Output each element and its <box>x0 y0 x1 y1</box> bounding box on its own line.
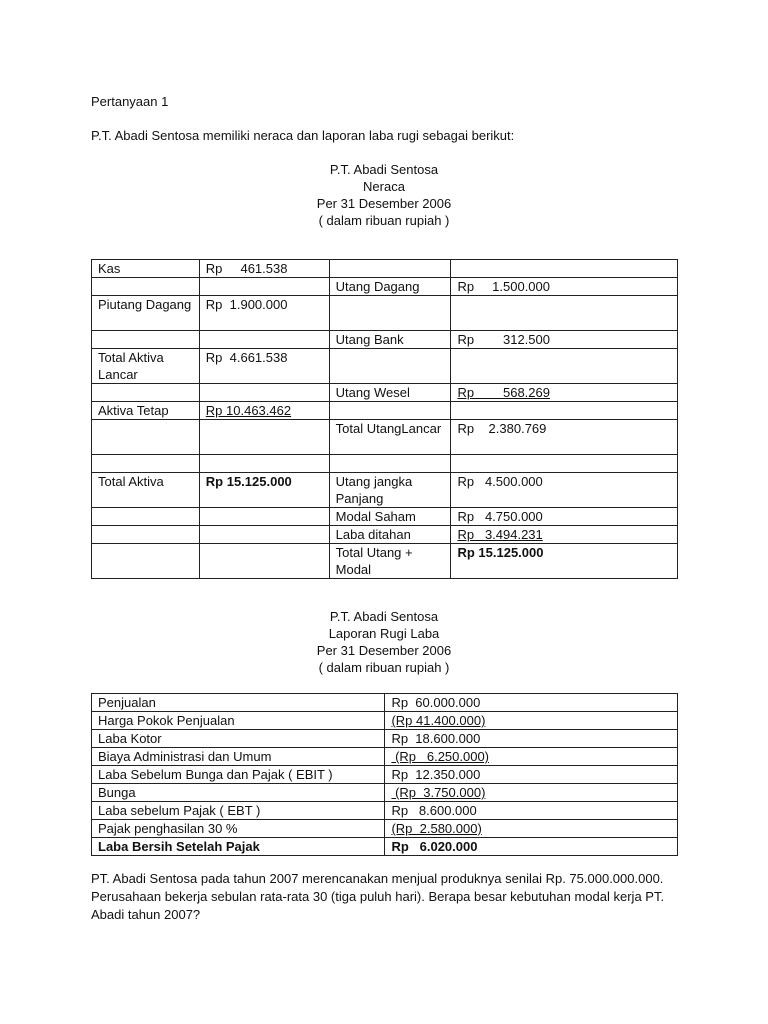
asset-label <box>92 331 200 349</box>
table-row <box>92 748 678 766</box>
balance-sheet-table <box>91 259 678 579</box>
asset-label <box>92 384 200 402</box>
liability-label <box>329 455 451 473</box>
asset-label <box>92 526 200 544</box>
income-label: Laba Kotor <box>92 730 385 748</box>
liability-label: Utang Dagang <box>329 278 451 296</box>
income-label: Bunga <box>92 784 385 802</box>
asset-value <box>199 384 329 402</box>
asset-value <box>199 455 329 473</box>
liability-label <box>329 349 451 384</box>
income-value: Rp 8.600.000 <box>385 802 678 820</box>
liability-value: Rp 3.494.231 <box>451 526 678 544</box>
asset-value <box>199 526 329 544</box>
table-row <box>92 455 678 473</box>
table-row <box>92 766 678 784</box>
income-label: Laba Bersih Setelah Pajak <box>92 838 385 856</box>
table-row <box>92 349 678 384</box>
liability-value: Rp 2.380.769 <box>451 420 678 455</box>
table-row <box>92 473 678 508</box>
income-value: Rp 60.000.000 <box>385 694 678 712</box>
income-label: Pajak penghasilan 30 % <box>92 820 385 838</box>
liability-label <box>329 402 451 420</box>
asset-label: Kas <box>92 260 200 278</box>
liability-value: Rp 1.500.000 <box>451 278 678 296</box>
table-row <box>92 730 678 748</box>
liability-value <box>451 455 678 473</box>
income-label: Biaya Administrasi dan Umum <box>92 748 385 766</box>
table-row <box>92 544 678 579</box>
asset-value: Rp 461.538 <box>199 260 329 278</box>
table-row <box>92 694 678 712</box>
income-label: Laba sebelum Pajak ( EBT ) <box>92 802 385 820</box>
liability-label: Utang Wesel <box>329 384 451 402</box>
liability-label <box>329 260 451 278</box>
liability-label: Utang Bank <box>329 331 451 349</box>
asset-label: Aktiva Tetap <box>92 402 200 420</box>
table-row <box>92 784 678 802</box>
table-row <box>92 402 678 420</box>
liability-value: Rp 568.269 <box>451 384 678 402</box>
income-value: Rp 12.350.000 <box>385 766 678 784</box>
liability-label: Total UtangLancar <box>329 420 451 455</box>
balance-date: Per 31 Desember 2006 <box>316 196 452 211</box>
asset-value: Rp 1.900.000 <box>199 296 329 331</box>
liability-value: Rp 15.125.000 <box>451 544 678 579</box>
income-value: (Rp 2.580.000) <box>385 820 678 838</box>
income-value: (Rp 41.400.000) <box>385 712 678 730</box>
balance-title: Neraca <box>363 179 405 194</box>
liability-label: Total Utang + Modal <box>329 544 451 579</box>
question-title: Pertanyaan 1 <box>91 94 169 109</box>
asset-label <box>92 508 200 526</box>
liability-value: Rp 312.500 <box>451 331 678 349</box>
intro-text: P.T. Abadi Sentosa memiliki neraca dan laporan laba rugi sebagai berikut: <box>91 128 515 143</box>
income-statement-table <box>91 693 678 856</box>
table-row <box>92 508 678 526</box>
liability-label: Utang jangka Panjang <box>329 473 451 508</box>
income-unit: ( dalam ribuan rupiah ) <box>318 660 450 675</box>
balance-company: P.T. Abadi Sentosa <box>329 162 439 177</box>
income-label: Laba Sebelum Bunga dan Pajak ( EBIT ) <box>92 766 385 784</box>
liability-label <box>329 296 451 331</box>
asset-value <box>199 508 329 526</box>
asset-label <box>92 455 200 473</box>
income-value: (Rp 6.250.000) <box>385 748 678 766</box>
table-row <box>92 278 678 296</box>
liability-value: Rp 4.500.000 <box>451 473 678 508</box>
income-value: Rp 6.020.000 <box>385 838 678 856</box>
income-value: (Rp 3.750.000) <box>385 784 678 802</box>
liability-value <box>451 349 678 384</box>
table-row <box>92 384 678 402</box>
asset-label: Total Aktiva Lancar <box>92 349 200 384</box>
liability-value <box>451 260 678 278</box>
asset-label: Piutang Dagang <box>92 296 200 331</box>
asset-label: Total Aktiva <box>92 473 200 508</box>
income-company: P.T. Abadi Sentosa <box>329 609 439 624</box>
table-row <box>92 712 678 730</box>
income-value: Rp 18.600.000 <box>385 730 678 748</box>
asset-value <box>199 544 329 579</box>
asset-label <box>92 420 200 455</box>
income-label: Harga Pokok Penjualan <box>92 712 385 730</box>
asset-value: Rp 15.125.000 <box>199 473 329 508</box>
closing-paragraph: PT. Abadi Sentosa pada tahun 2007 merencanakan menjual produknya senilai Rp. 75.000.000.000. Perusahaan bekerja sebulan rata-rata 30 (tiga puluh hari). Berapa besar kebutuhan modal kerja PT. Abadi tahun 2007? <box>91 871 665 922</box>
income-label: Penjualan <box>92 694 385 712</box>
asset-label <box>92 278 200 296</box>
table-row <box>92 802 678 820</box>
table-row <box>92 296 678 331</box>
liability-label: Modal Saham <box>329 508 451 526</box>
table-row <box>92 331 678 349</box>
liability-value <box>451 296 678 331</box>
table-row <box>92 260 678 278</box>
asset-value: Rp 10.463.462 <box>199 402 329 420</box>
asset-label <box>92 544 200 579</box>
table-row <box>92 838 678 856</box>
asset-value <box>199 331 329 349</box>
asset-value <box>199 420 329 455</box>
table-row <box>92 420 678 455</box>
asset-value: Rp 4.661.538 <box>199 349 329 384</box>
income-date: Per 31 Desember 2006 <box>316 643 452 658</box>
table-row <box>92 526 678 544</box>
liability-label: Laba ditahan <box>329 526 451 544</box>
table-row <box>92 820 678 838</box>
asset-value <box>199 278 329 296</box>
liability-value: Rp 4.750.000 <box>451 508 678 526</box>
income-title: Laporan Rugi Laba <box>328 626 440 641</box>
liability-value <box>451 402 678 420</box>
balance-unit: ( dalam ribuan rupiah ) <box>318 213 450 228</box>
